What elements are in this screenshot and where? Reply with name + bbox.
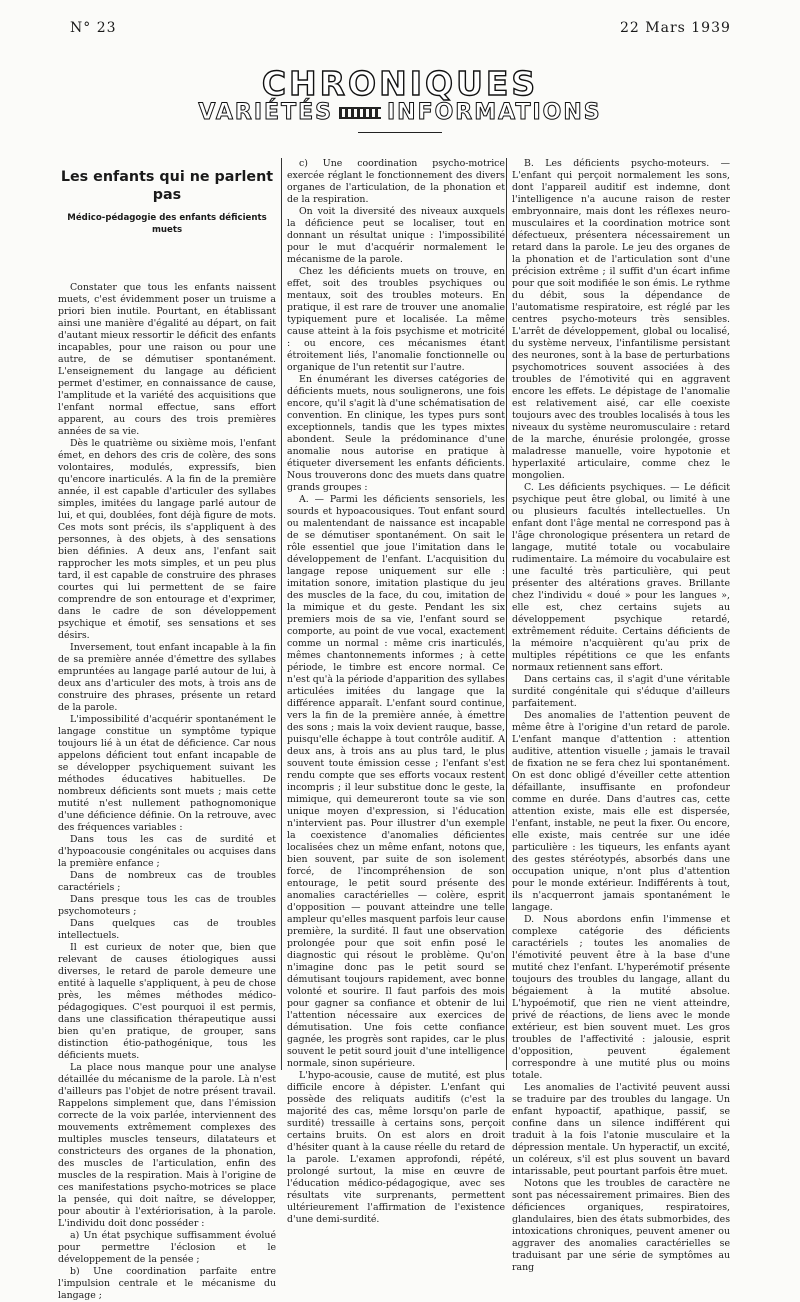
paragraph: Dans quelques cas de troubles intellectuels.	[58, 918, 276, 941]
masthead-right: INFORMATIONS	[386, 100, 602, 125]
masthead-subtitle	[0, 100, 800, 125]
paragraph: Inversement, tout enfant incapable à la fin de sa première année d'émettre des syllabes empruntées au langage parlé autour de lui, à deux ans d'articuler des mots, à trois ans de construire des phrases, présente un retard de la parole.	[58, 642, 276, 713]
column-divider	[281, 158, 282, 1070]
column-divider	[506, 158, 507, 1070]
paragraph: Constater que tous les enfants naissent muets, c'est évidemment poser un truisme a priori bien inutile. Pourtant, en établissant ainsi une manière d'égalité au départ, on fait d'autant mieux ressortir le déficit des enfants incapables, pour une raison ou pour une autre, de se démutiser spontanément. L'enseignement du langage au déficient permet d'estimer, en connaissance de cause, l'amplitude et la variété des acquisitions que l'enfant normal effectue, sans effort apparent, au cours des trois premières années de sa vie.	[58, 282, 276, 437]
paragraph: Notons que les troubles de caractère ne sont pas nécessairement primaires. Bien des déficiences organiques, respiratoires, glandulaires, bien des états submorbides, des intoxications chroniques, peuvent amener ou aggraver des anomalies caractérielles se traduisant par une série de symptômes au rang	[512, 1178, 730, 1273]
paragraph: Dans presque tous les cas de troubles psychomoteurs ;	[58, 894, 276, 917]
paragraph: La place nous manque pour une analyse détaillée du mécanisme de la parole. Là n'est d'ailleurs pas l'objet de notre présent travail. Rappelons simplement que, dans l'émission correcte de la voix parlée, interviennent des mouvements extrêmement complexes des multiples muscles tenseurs, dilatateurs et constricteurs des organes de la phonation, des muscles de l'articulation, enfin des muscles de la respiration. Mais à l'origine de ces manifestations psycho-motrices se place la pensée, qui doit naître, se développer, pour aboutir à l'extériorisation, à la parole. L'individu doit donc posséder :	[58, 1062, 276, 1229]
paragraph: Les anomalies de l'activité peuvent aussi se traduire par des troubles du langage. Un enfant hypoactif, apathique, passif, se confine dans un silence indifférent qui traduit à la fois l'atonie musculaire et la dépression mentale. Un hyperactif, un excité, un coléreux, s'il est plus souvent un bavard intarissable, peut pourtant parfois être muet.	[512, 1082, 730, 1177]
column-3-body	[512, 158, 730, 1274]
paragraph: D. Nous abordons enfin l'immense et complexe catégorie des déficients caractériels ; toutes les anomalies de l'émotivité peuvent être à la base d'une mutité chez l'enfant. L'hyperémotif présente toujours des troubles du langage, allant du bégaiement à la mutité absolue. L'hypoémotif, que rien ne vient atteindre, privé de réactions, de liens avec le monde extérieur, est bien souvent muet. Les gros troubles de l'affectivité : jalousie, esprit d'opposition, peuvent également correspondre à une mutité plus ou moins totale.	[512, 914, 730, 1081]
paragraph: En énumérant les diverses catégories de déficients muets, nous soulignerons, une fois encore, qu'il s'agit là d'une schématisation de convention. En clinique, les types purs sont exceptionnels, tandis que les types mixtes abondent. Seule la prédominance d'une anomalie nous autorise en pratique à étiqueter diversement les enfants déficients. Nous trouverons donc des muets dans quatre grands groupes :	[287, 374, 505, 493]
column-1	[58, 168, 276, 1301]
paragraph: Dans certains cas, il s'agit d'une véritable surdité congénitale qui s'éduque d'ailleurs parfaitement.	[512, 674, 730, 709]
article-subtitle: Médico-pédagogie des enfants déficients muets	[67, 213, 267, 235]
paragraph: L'impossibilité d'acquérir spontanément le langage constitue un symptôme typique toujours lié à un état de déficience. Car nous appelons déficient tout enfant incapable de se développer psychiquement suivant les méthodes éducatives habituelles. De nombreux déficients sont muets ; mais cette mutité n'est nullement pathognomonique d'une déficience définie. On la retrouve, avec des fréquences variables :	[58, 714, 276, 833]
paragraph: On voit la diversité des niveaux auxquels la déficience peut se localiser, tout en donnant un résultat unique : l'impossibilité pour le mut d'acquérir normalement le mécanisme de la parole.	[287, 206, 505, 265]
masthead-rule	[358, 132, 442, 133]
paragraph: a) Un état psychique suffisamment évolué pour permettre l'éclosion et le développement de la pensée ;	[58, 1230, 276, 1265]
paragraph: B. Les déficients psycho-moteurs. — L'enfant qui perçoit normalement les sons, dont l'appareil auditif est indemne, dont l'intelligence n'a aucune raison de rester embryonnaire, mais dont les réflexes neuro-musculaires et la coordination motrice sont défectueux, présentera nécessairement un retard dans la parole. Le jeu des organes de la phonation et de l'articulation sont d'une précision extrême ; il suffit d'un écart infime pour que soit modifiée le son émis. Le rythme du débit, sous la dépendance de l'automatisme respiratoire, est réglé par les centres psycho-moteurs très sensibles. L'arrêt de développement, global ou localisé, du système nerveux, l'infantilisme persistant des neurones, sont à la base de perturbations psychomotrices souvent associées à des troubles de l'émotivité qui en aggravent encore les effets. Le dépistage de l'anomalie est relativement aisé, car elle coexiste toujours avec des troubles localisés à tous les niveaux du système neuromusculaire : retard de la marche, énurésie prolongée, grosse maladresse manuelle, voire hypotonie et hyperlaxité articulaire, comme chez le mongolien.	[512, 158, 730, 481]
paragraph: C. Les déficients psychiques. — Le déficit psychique peut être global, ou limité à une ou plusieurs facultés intellectuelles. Un enfant dont l'âge mental ne correspond pas à l'âge chronologique présentera un retard de langage, mutité totale ou vocabulaire rudimentaire. La mémoire du vocabulaire est une faculté très particulière, qui peut présenter des altérations graves. Brillante chez l'individu « doué » pour les langues », elle est, chez certains sujets au développement psychique retardé, extrêmement réduite. Certains déficients de la mémoire n'acquièrent qu'au prix de multiples répétitions ce que les enfants normaux retiennent sans effort.	[512, 482, 730, 673]
paragraph: Dès le quatrième ou sixième mois, l'enfant émet, en dehors des cris de colère, des sons volontaires, modulés, expressifs, bien qu'encore inarticulés. A la fin de la première année, il est capable d'articuler des syllabes simples, imitées du langage parlé autour de lui, et qui, doublées, font déjà figure de mots. Ces mots sont précis, ils s'appliquent à des personnes, à des objets, à des sensations bien définies. A deux ans, l'enfant sait rapprocher les mots simples, et un peu plus tard, il est capable de construire des phrases courtes qui lui permettent de se faire comprendre de son entourage et d'exprimer, dans le cadre de son développement psychique et émotif, ses sensations et ses désirs.	[58, 438, 276, 641]
paragraph: Des anomalies de l'attention peuvent de même être à l'origine d'un retard de parole. L'enfant manque d'attention : attention auditive, attention visuelle ; jamais le travail de fixation ne se fera chez lui spontanément. On est donc obligé d'éveiller cette attention défaillante, insuffisante en profondeur comme en durée. Dans d'autres cas, cette attention existe, mais elle est dispersée, l'enfant, instable, ne peut la fixer. Ou encore, elle existe, mais centrée sur une idée particulière : les tiqueurs, les enfants ayant des gestes stéréotypés, absorbés dans une occupation unique, n'ont plus d'attention pour le monde extérieur. Indifférents à tout, ils n'acquerront jamais spontanément le langage.	[512, 710, 730, 913]
paragraph: Chez les déficients muets on trouve, en effet, soit des troubles psychiques ou mentaux, soit des troubles moteurs. En pratique, il est rare de trouver une anomalie typiquement pure et localisée. La même cause atteint à la fois psychisme et motricité : ou encore, ces mécanismes étant étroitement liés, l'anomalie fonctionnelle ou organique de l'un retentit sur l'autre.	[287, 266, 505, 373]
ornament-divider	[339, 107, 381, 119]
paragraph: A. — Parmi les déficients sensoriels, les sourds et hypoacousiques. Tout enfant sourd ou malentendant de naissance est incapable de se démutiser spontanément. On sait le rôle essentiel que joue l'imitation dans le développement de l'enfant. L'acquisition du langage repose uniquement sur elle : imitation sonore, imitation plastique du jeu des muscles de la face, du cou, imitation de la mimique et du geste. Pendant les six premiers mois de sa vie, l'enfant sourd se comporte, au point de vue vocal, exactement comme un normal : même cris inarticulés, mêmes chantonnements informes ; à cette période, le timbre est encore normal. Ce n'est qu'à la période d'apparition des syllabes articulées imitées du langage que la différence apparaît. L'enfant sourd continue, vers la fin de la première année, à émettre des sons ; mais la voix devient rauque, basse, puisqu'elle échappe à tout contrôle auditif. A deux ans, à trois ans au plus tard, le plus souvent toute émission cesse ; l'enfant s'est rendu compte que ses efforts vocaux restent incompris ; il leur substitue donc le geste, la mimique, qui demeureront toute sa vie son unique moyen d'expression, si l'éducation n'intervient pas. Pour illustrer d'un exemple la coexistence d'anomalies déficientes localisées chez un même enfant, notons que, bien souvent, par suite de son isolement forcé, de l'incompréhension de son entourage, le petit sourd présente des anomalies caractérielles — colère, esprit d'opposition — pouvant atteindre une telle ampleur qu'elles masquent parfois leur cause première, la surdité. Il faut une observation prolongée pour que soit enfin posé le diagnostic qui résout le problème. Qu'on n'imagine donc pas le petit sourd se démutisant toujours rapidement, avec bonne volonté et sourire. Il faut parfois des mois pour gagner sa confiance et obtenir de lui l'attention nécessaire aux exercices de démutisation. Une fois cette confiance gagnée, les progrès sont rapides, car le plus souvent le petit sourd jouit d'une intelligence normale, sinon supérieure.	[287, 494, 505, 1069]
masthead-left: VARIÉTÉS	[198, 100, 333, 125]
paragraph: L'hypo-acousie, cause de mutité, est plus difficile encore à dépister. L'enfant qui possède des reliquats auditifs (c'est la majorité des cas, même lorsqu'on parle de surdité) tressaille à certains sons, perçoit certains bruits. On est alors en droit d'hésiter quant à la cause réelle du retard de la parole. L'examen approfondi, répété, prolongé surtout, la mise en œuvre de l'éducation médico-pédagogique, avec ses résultats vite surprenants, permettent ultérieurement l'affirmation de l'existence d'une demi-surdité.	[287, 1070, 505, 1225]
paragraph: Dans tous les cas de surdité et d'hypoacousie congénitales ou acquises dans la première enfance ;	[58, 834, 276, 869]
paragraph: c) Une coordination psycho-motrice exercée réglant le fonctionnement des divers organes de l'articulation, de la phonation et de la respiration.	[287, 158, 505, 205]
paragraph: b) Une coordination parfaite entre l'impulsion centrale et le mécanisme du langage ;	[58, 1266, 276, 1301]
issue-number: N° 23	[70, 20, 117, 36]
masthead-title: CHRONIQUES	[261, 64, 539, 103]
column-2-body	[287, 158, 505, 1226]
column-3	[512, 158, 730, 1273]
paragraph: Il est curieux de noter que, bien que relevant de causes étiologiques aussi diverses, le retard de parole demeure une entité à laquelle s'appliquent, à peu de chose près, les mêmes méthodes médico-pédagogiques. C'est pourquoi il est permis, dans une classification thérapeutique aussi bien qu'en pratique, de grouper, sans distinction étio-pathogénique, tous les déficients muets.	[58, 942, 276, 1061]
issue-date: 22 Mars 1939	[620, 20, 731, 36]
column-1-body	[58, 282, 276, 1302]
article-title: Les enfants qui ne parlent pas	[60, 169, 274, 203]
column-2	[287, 158, 505, 1225]
paragraph: Dans de nombreux cas de troubles caractériels ;	[58, 870, 276, 893]
